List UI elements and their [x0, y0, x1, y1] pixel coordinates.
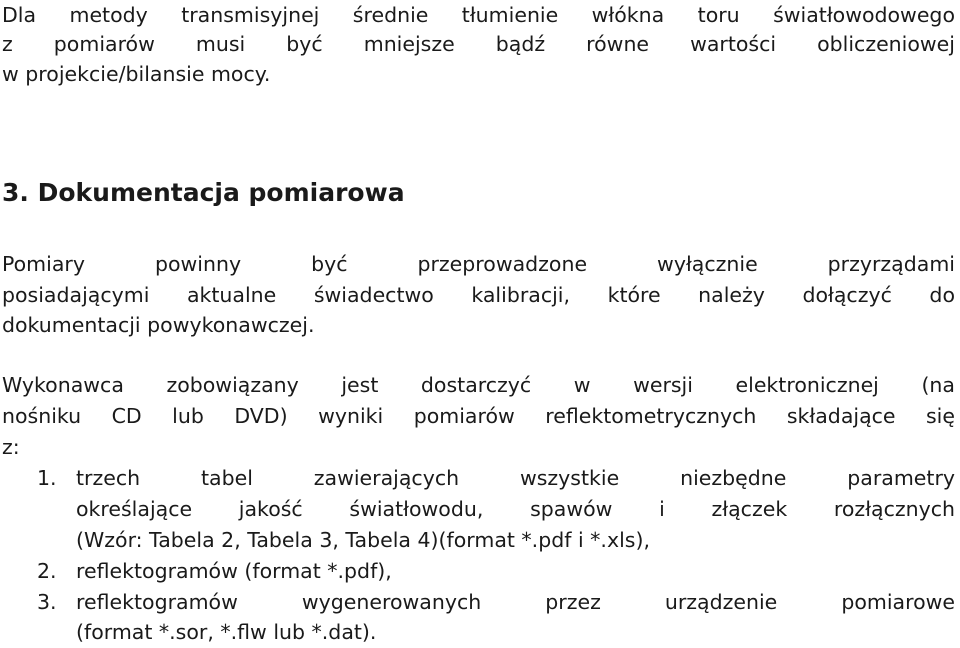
- intro-line-3: w projekcie/bilansie mocy.: [2, 62, 271, 86]
- paragraph2-line-3: z:: [2, 435, 20, 459]
- section-heading: 3. Dokumentacja pomiarowa: [2, 178, 405, 207]
- list-number: 2.: [37, 559, 57, 583]
- paragraph2-line-2: nośniku CD lub DVD) wyniki pomiarów reflektometrycznych składające się: [2, 404, 955, 428]
- list-number: 3.: [37, 590, 57, 614]
- list-item-1-line-2: określające jakość światłowodu, spawów i złączek rozłącznych: [76, 497, 955, 521]
- paragraph1-line-2: posiadającymi aktualne świadectwo kalibracji, które należy dołączyć do: [2, 283, 955, 307]
- intro-line-1: Dla metody transmisyjnej średnie tłumienie włókna toru światłowodowego: [2, 3, 955, 27]
- intro-line-2: z pomiarów musi być mniejsze bądź równe wartości obliczeniowej: [2, 32, 955, 56]
- paragraph1-line-3: dokumentacji powykonawczej.: [2, 313, 315, 337]
- list-item-1-line-3: (Wzór: Tabela 2, Tabela 3, Tabela 4)(format *.pdf i *.xls),: [76, 528, 650, 552]
- list-item-3-line-1: reflektogramów wygenerowanych przez urządzenie pomiarowe: [76, 590, 955, 614]
- paragraph1-line-1: Pomiary powinny być przeprowadzone wyłącznie przyrządami: [2, 252, 955, 276]
- list-item-1-line-1: trzech tabel zawierających wszystkie niezbędne parametry: [76, 466, 955, 490]
- list-item-3-line-2: (format *.sor, *.flw lub *.dat).: [76, 620, 377, 644]
- paragraph2-line-1: Wykonawca zobowiązany jest dostarczyć w wersji elektronicznej (na: [2, 373, 955, 397]
- list-number: 1.: [37, 466, 57, 490]
- list-item-2-line-1: reflektogramów (format *.pdf),: [76, 559, 392, 583]
